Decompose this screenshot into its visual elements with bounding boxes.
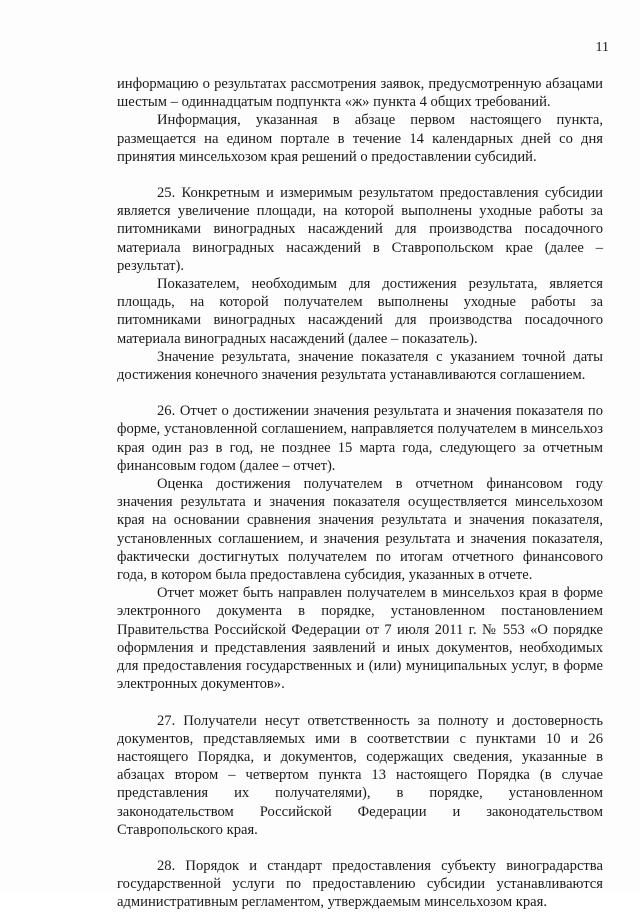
paragraph-evaluation: Оценка достижения получателем в отчетном финансовом году значения результата и значения показателя осуществляется минсельхозом края на основании сравнения значения результата и значения показателя, установленных соглашением, и значения результата и значения показателя, фактически достигнутых получателем по итогам отчетного финансового года, в котором была предоставлена субсидия, указанных в отчете. [117,476,603,584]
paragraph-item-27: 27. Получатели несут ответственность за полноту и достоверность документов, представляемых ими в соответствии с пунктами 10 и 26 настоящего Порядка, и документов, содержащих сведения, указанные в абзацах втором – четвертом пункта 13 настоящего Порядка (в случае представления их получателями), в порядке, установленном законодательством Российской Федерации и законодательством Ставропольского края. [117,712,603,838]
paragraph-electronic-report: Отчет может быть направлен получателем в минсельхоз края в форме электронного документа в порядке, установленном постановлением Правительства Российской Федерации от 7 июля 2011 г. № 553 «О порядке оформления и представления заявлений и иных документов, необходимых для предоставления государственных и (или) муниципальных услуг, в форме электронных документов». [117,585,603,693]
paragraph-item-26: 26. Отчет о достижении значения результата и значения показателя по форме, установленной соглашением, направляется получателем в минсельхоз края один раз в год, не позднее 15 марта года, следующего за отчетным финансовым годом (далее – отчет). [117,403,603,474]
paragraph-info-results: информацию о результатах рассмотрения заявок, предусмотренную абзацами шестым – одиннадцатым подпункта «ж» пункта 4 общих требований. [117,76,603,111]
page-number: 11 [595,40,609,55]
paragraph-result-value: Значение результата, значение показателя с указанием точной даты достижения конечного значения результата устанавливаются соглашением. [117,348,603,384]
paragraph-item-28: 28. Порядок и стандарт предоставления субъекту виноградарства государственной услуги по предоставлению субсидии устанавливаются административным регламентом, утверждаемым минсельхозом края. [117,857,603,911]
document-body [117,75,603,912]
paragraph-indicator: Показателем, необходимым для достижения результата, является площадь, на которой получателем выполнены уходные работы за питомниками виноградных насаждений для производства посадочного материала виноградных насаждений (далее – показатель). [117,276,603,347]
paragraph-item-25: 25. Конкретным и измеримым результатом предоставления субсидии является увеличение площади, на которой выполнены уходные работы за питомниками виноградных насаждений для производства посадочного материала виноградных насаждений в Ставропольском крае (далее – результат). [117,185,603,274]
paragraph-info-portal: Информация, указанная в абзаце первом настоящего пункта, размещается на едином портале в течение 14 календарных дней со дня принятия минсельхозом края решений о предоставлении субсидий. [117,112,603,165]
